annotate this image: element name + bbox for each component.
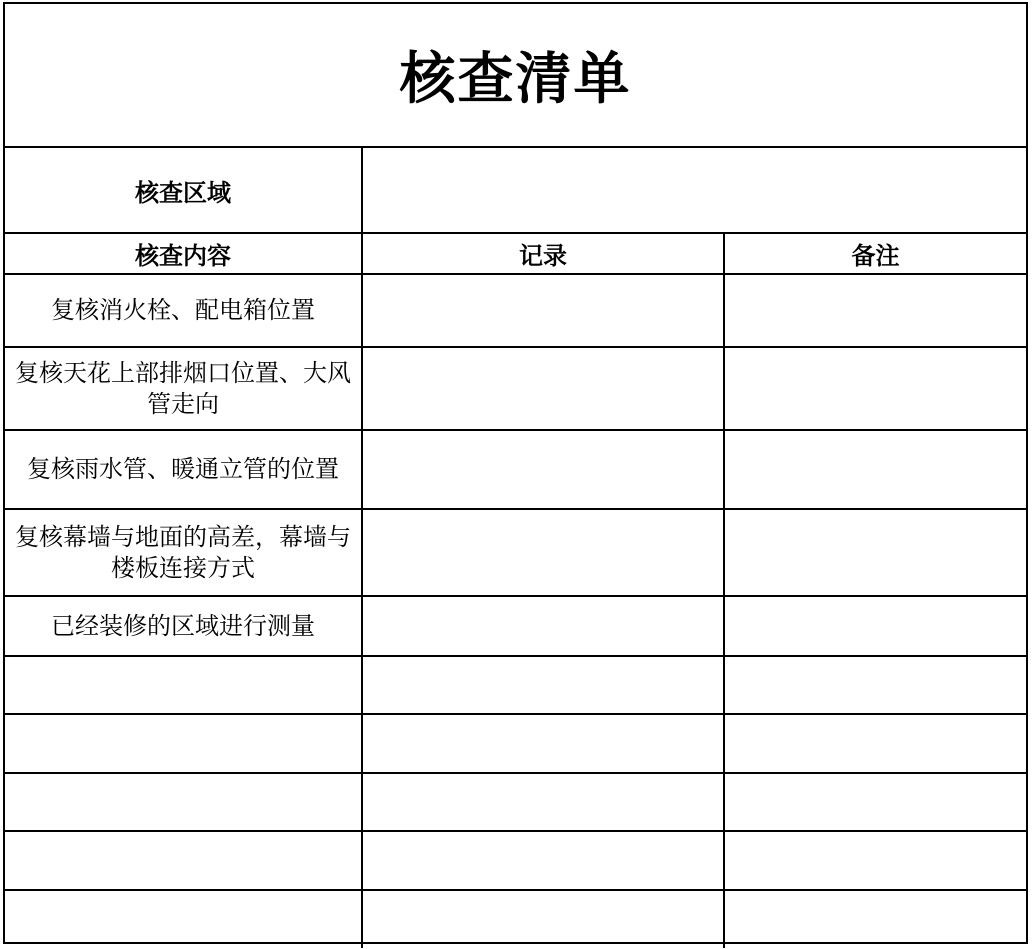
row-record-cell[interactable] — [362, 274, 724, 347]
column-header-record: 记录 — [362, 233, 724, 274]
checklist-table — [5, 4, 1026, 948]
row-record-cell[interactable] — [362, 831, 724, 890]
row-note-cell[interactable] — [724, 714, 1026, 773]
table-row — [5, 274, 1026, 347]
row-record-cell[interactable] — [362, 714, 724, 773]
table-row — [5, 773, 1026, 831]
column-header-row — [5, 233, 1026, 274]
page-title: 核查清单 — [5, 4, 1026, 147]
table-row — [5, 509, 1026, 596]
row-record-cell[interactable] — [362, 890, 724, 948]
row-content-cell[interactable] — [5, 714, 362, 773]
table-row — [5, 596, 1026, 656]
row-note-cell[interactable] — [724, 347, 1026, 430]
area-row — [5, 147, 1026, 233]
row-record-cell[interactable] — [362, 596, 724, 656]
row-content: 复核天花上部排烟口位置、大风管走向 — [5, 347, 362, 430]
table-row — [5, 714, 1026, 773]
row-content-cell[interactable] — [5, 773, 362, 831]
area-value-cell[interactable] — [362, 147, 1026, 233]
row-note-cell[interactable] — [724, 890, 1026, 948]
row-content-cell[interactable] — [5, 831, 362, 890]
row-content: 已经装修的区域进行测量 — [5, 596, 362, 656]
row-note-cell[interactable] — [724, 509, 1026, 596]
row-note-cell[interactable] — [724, 274, 1026, 347]
row-record-cell[interactable] — [362, 773, 724, 831]
table-row — [5, 656, 1026, 714]
table-row — [5, 347, 1026, 430]
area-label: 核查区域 — [5, 147, 362, 233]
row-note-cell[interactable] — [724, 656, 1026, 714]
row-content-cell[interactable] — [5, 656, 362, 714]
checklist-sheet — [3, 2, 1028, 944]
row-note-cell[interactable] — [724, 430, 1026, 509]
row-note-cell[interactable] — [724, 773, 1026, 831]
column-header-note: 备注 — [724, 233, 1026, 274]
row-note-cell[interactable] — [724, 831, 1026, 890]
table-row — [5, 890, 1026, 948]
row-record-cell[interactable] — [362, 347, 724, 430]
table-row — [5, 430, 1026, 509]
row-record-cell[interactable] — [362, 430, 724, 509]
row-record-cell[interactable] — [362, 656, 724, 714]
column-header-content: 核查内容 — [5, 233, 362, 274]
row-note-cell[interactable] — [724, 596, 1026, 656]
row-content: 复核雨水管、暖通立管的位置 — [5, 430, 362, 509]
title-row — [5, 4, 1026, 147]
table-row — [5, 831, 1026, 890]
row-content: 复核消火栓、配电箱位置 — [5, 274, 362, 347]
row-content: 复核幕墙与地面的高差，幕墙与楼板连接方式 — [5, 509, 362, 596]
row-content-cell[interactable] — [5, 890, 362, 948]
row-record-cell[interactable] — [362, 509, 724, 596]
